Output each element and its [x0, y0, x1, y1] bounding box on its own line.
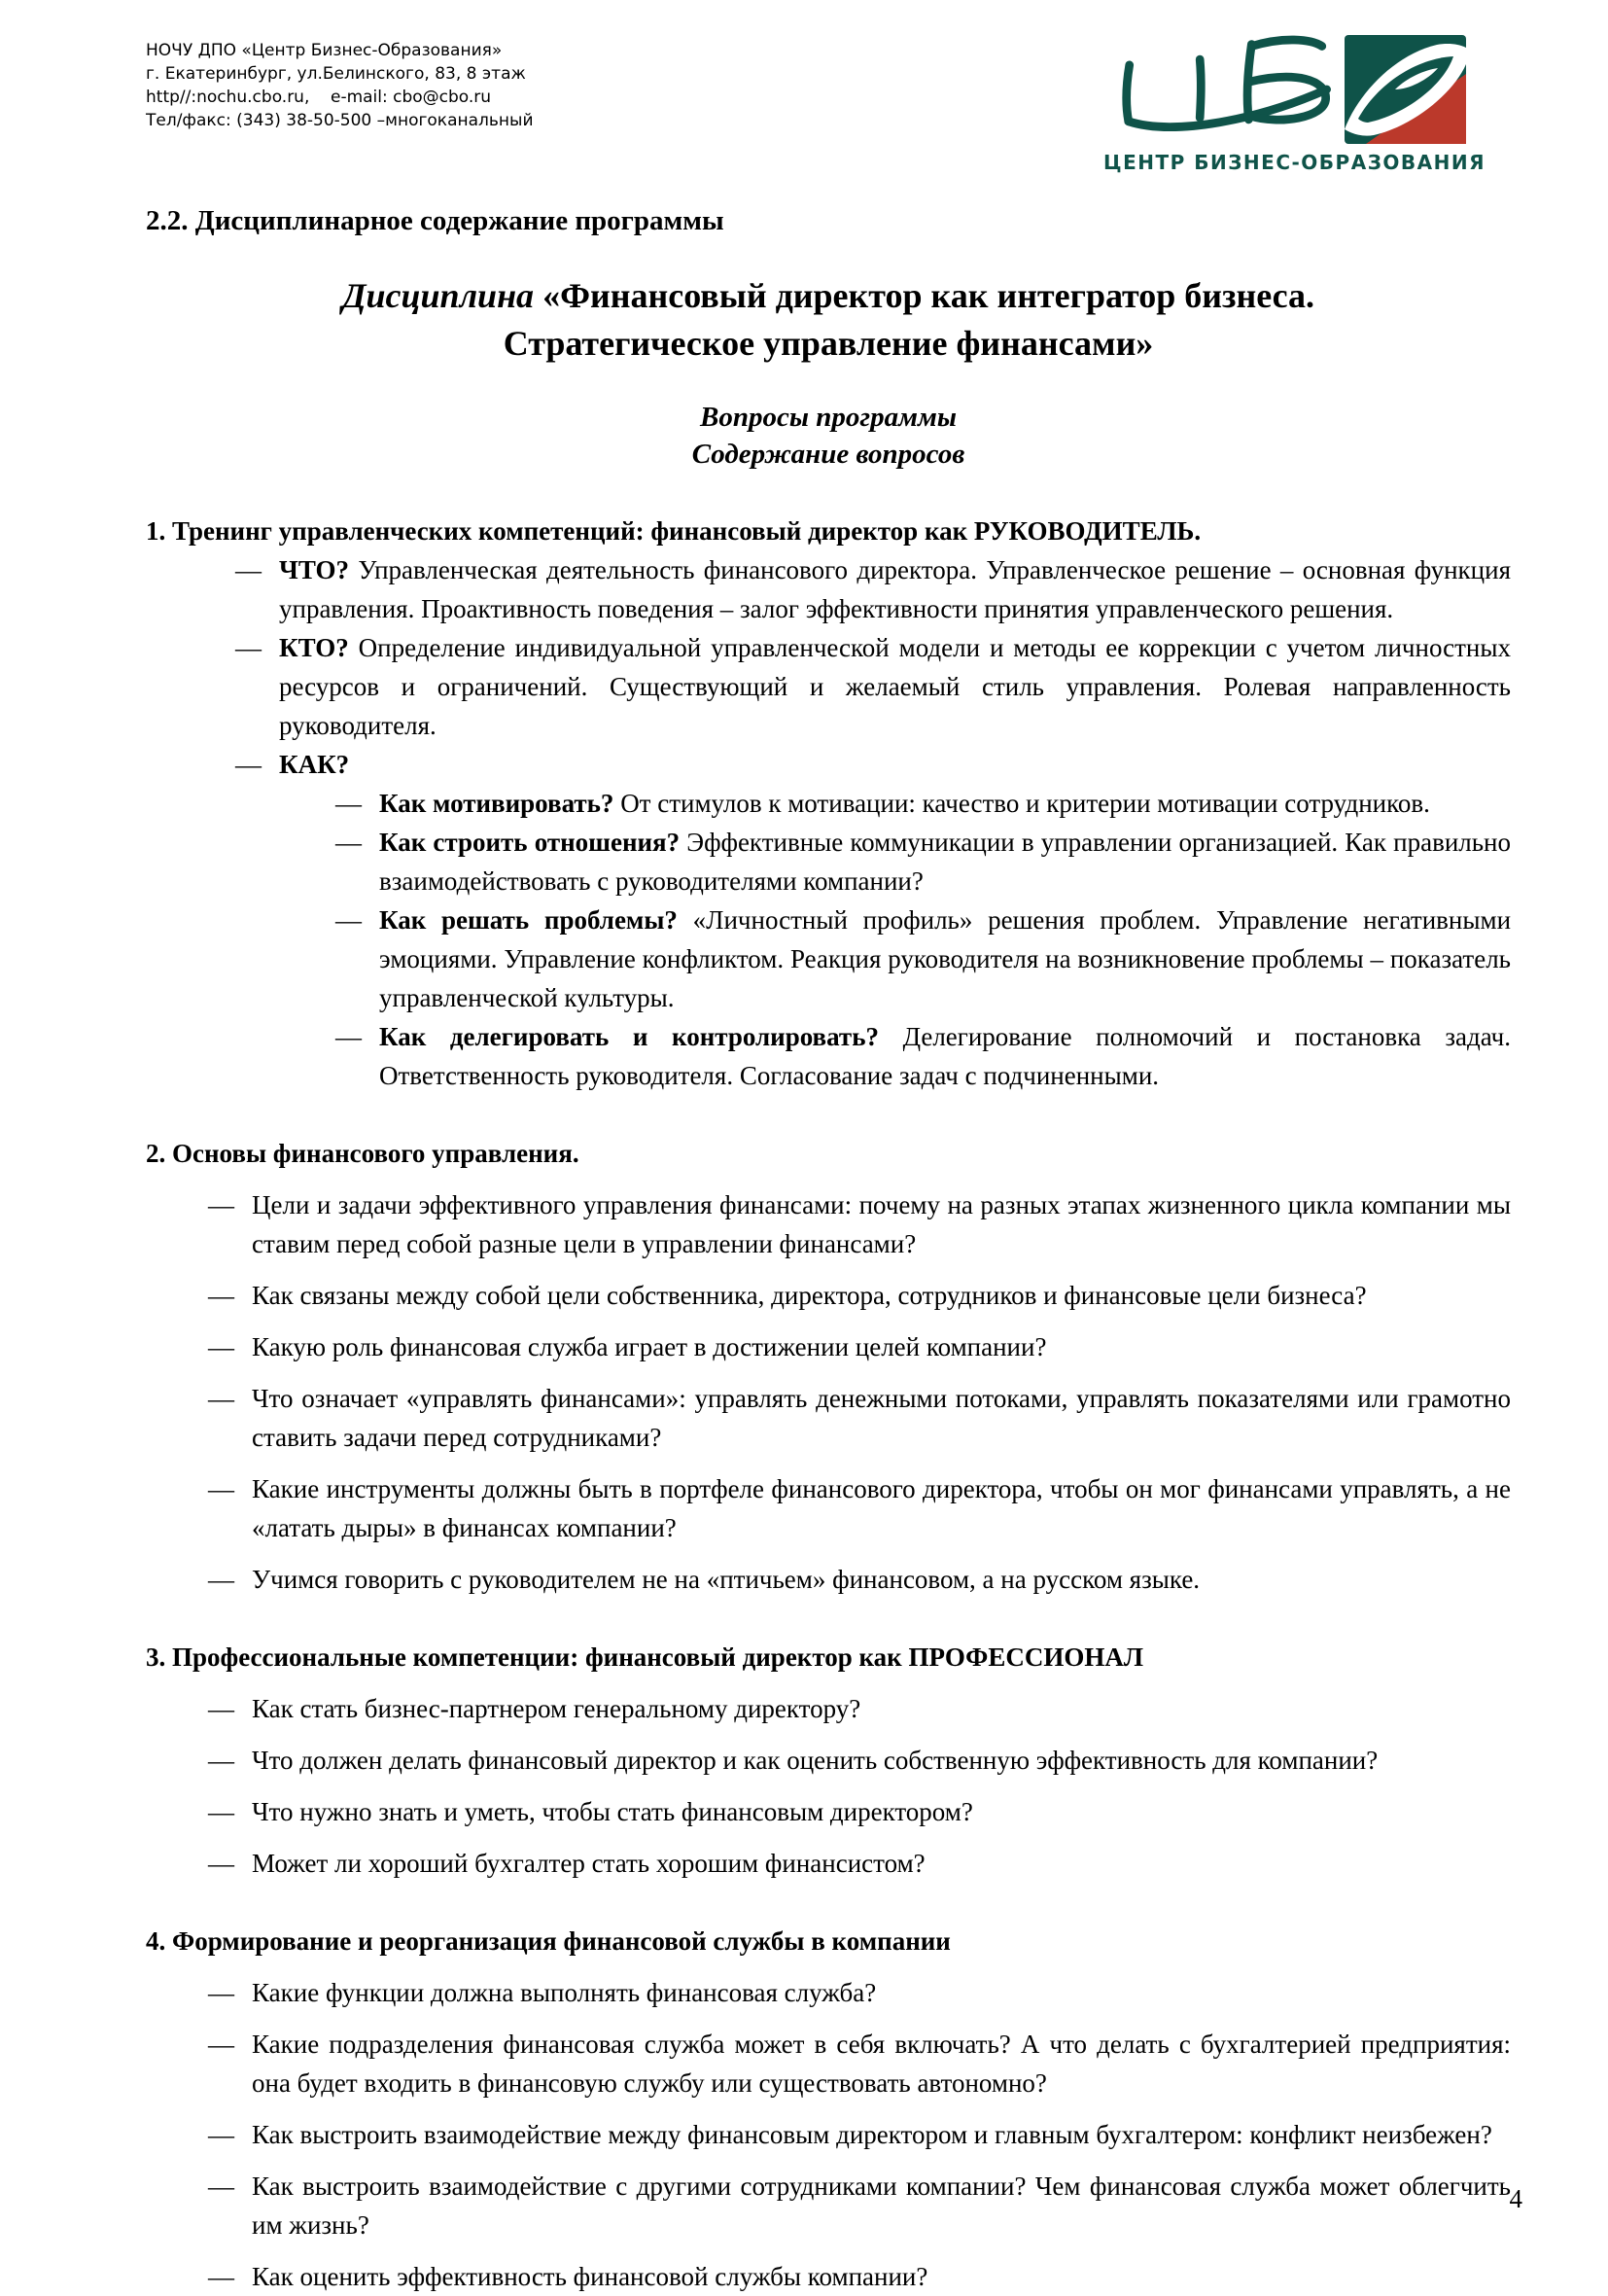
item-lead: Как делегировать и контролировать? [379, 1022, 879, 1051]
list-subitem [379, 1017, 1511, 1095]
list-item [279, 550, 1511, 628]
section-1 [146, 512, 1511, 1095]
item-text: Определение индивидуальной управленческой модели и методы ее коррекции с учетом личностных ресурсов и ограничений. Существующий и желаемый стиль управления. Ролевая направленность руководителя. [279, 633, 1512, 740]
list-item: — Какую роль финансовая служба играет в достижении целей компании? [252, 1327, 1511, 1366]
list-item: — Может ли хороший бухгалтер стать хорошим финансистом? [252, 1844, 1511, 1883]
item-lead: Как строить отношения? [379, 828, 681, 857]
company-logo [1103, 33, 1486, 174]
letterhead [146, 33, 1511, 174]
list-item: — Как стать бизнес-партнером генеральному директору? [252, 1689, 1511, 1728]
list-item: — Как выстроить взаимодействие между финансовым директором и главным бухгалтером: конфликт неизбежен? [252, 2115, 1511, 2154]
list-item [279, 745, 1511, 784]
section-2-heading: 2. Основы финансового управления. [146, 1139, 579, 1168]
letterhead-contact-block [146, 33, 534, 132]
subtitle-line2: Содержание вопросов [691, 439, 965, 470]
org-web-email: http//:nochu.cbo.ru, e-mail: cbo@cbo.ru [146, 88, 492, 107]
page-number: 4 [1509, 2184, 1522, 2213]
section-3 [146, 1638, 1511, 1883]
discipline-title-lead: Дисциплина [341, 276, 535, 315]
section-heading-2-2: 2.2. Дисциплинарное содержание программы [146, 205, 724, 236]
section-4 [146, 1922, 1511, 2296]
discipline-title-line2: Стратегическое управление финансами» [503, 324, 1154, 363]
discipline-title-rest: «Финансовый директор как интегратор бизнеса. [542, 276, 1315, 315]
list-subitem [379, 901, 1511, 1017]
item-lead: Как мотивировать? [379, 789, 614, 818]
list-item: — Что означает «управлять финансами»: управлять денежными потоками, управлять показателями или грамотно ставить задачи перед сотрудниками? [252, 1379, 1511, 1457]
item-text: Управленческая деятельность финансового директора. Управленческое решение – основная функция управления. Проактивность поведения – залог эффективности принятия управленческого решения. [279, 555, 1511, 623]
org-address: г. Екатеринбург, ул.Белинского, 83, 8 этаж [146, 64, 526, 84]
program-subtitle [146, 399, 1511, 473]
section-3-heading: 3. Профессиональные компетенции: финансовый директор как ПРОФЕССИОНАЛ [146, 1643, 1143, 1672]
logo-artwork [1103, 33, 1486, 144]
list-item: — Какие инструменты должны быть в портфеле финансового директора, чтобы он мог финансами управлять, а не «латать дыры» в финансах компании? [252, 1469, 1511, 1547]
item-lead: ЧТО? [279, 555, 349, 584]
org-phone: Тел/факс: (343) 38-50-500 –многоканальный [146, 111, 534, 130]
logo-cb-script-icon [1103, 33, 1335, 144]
section-2 [146, 1134, 1511, 1599]
list-item: — Что нужно знать и уметь, чтобы стать финансовым директором? [252, 1792, 1511, 1831]
item-text: От стимулов к мотивации: качество и критерии мотивации сотрудников. [620, 789, 1430, 818]
list-item [279, 628, 1511, 745]
item-text: «Личностный профиль» решения проблем. Управление негативными эмоциями. Управление конфликтом. Реакция руководителя на возникновение проблемы – показатель управленческой культуры. [379, 905, 1512, 1012]
item-lead: Как решать проблемы? [379, 905, 678, 935]
org-name: НОЧУ ДПО «Центр Бизнес-Образования» [146, 41, 503, 60]
list-subitem [379, 784, 1511, 823]
logo-caption: ЦЕНТР БИЗНЕС-ОБРАЗОВАНИЯ [1103, 151, 1486, 174]
section-4-heading: 4. Формирование и реорганизация финансовой службы в компании [146, 1926, 951, 1956]
item-text: Эффективные коммуникации в управлении организацией. Как правильно взаимодействовать с руководителями компании? [379, 828, 1511, 896]
list-subitem [379, 823, 1511, 901]
list-item: — Какие функции должна выполнять финансовая служба? [252, 1973, 1511, 2012]
item-lead: КТО? [279, 633, 349, 662]
logo-emblem-icon [1345, 35, 1466, 144]
list-item: — Как оценить эффективность финансовой службы компании? [252, 2257, 1511, 2296]
list-item: — Цели и задачи эффективного управления финансами: почему на разных этапах жизненного цикла компании мы ставим перед собой разные цели в управлении финансами? [252, 1185, 1511, 1263]
subtitle-line1: Вопросы программы [700, 402, 957, 433]
discipline-title [146, 272, 1511, 368]
list-item: — Как выстроить взаимодействие с другими сотрудниками компании? Чем финансовая служба может облегчить им жизнь? [252, 2167, 1511, 2244]
list-item: — Учимся говорить с руководителем не на «птичьем» финансовом, а на русском языке. [252, 1560, 1511, 1599]
list-item: — Какие подразделения финансовая служба может в себя включать? А что делать с бухгалтерией предприятия: она будет входить в финансовую службу или существовать автономно? [252, 2025, 1511, 2102]
item-text: Делегирование полномочий и постановка задач. Ответственность руководителя. Согласование задач с подчиненными. [379, 1022, 1512, 1090]
list-item: — Что должен делать финансовый директор и как оценить собственную эффективность для компании? [252, 1741, 1511, 1780]
list-item: — Как связаны между собой цели собственника, директора, сотрудников и финансовые цели бизнеса? [252, 1276, 1511, 1315]
item-lead: КАК? [279, 750, 350, 779]
discipline-title-line1 [146, 272, 1511, 320]
section-1-heading: 1. Тренинг управленческих компетенций: финансовый директор как РУКОВОДИТЕЛЬ. [146, 516, 1202, 546]
